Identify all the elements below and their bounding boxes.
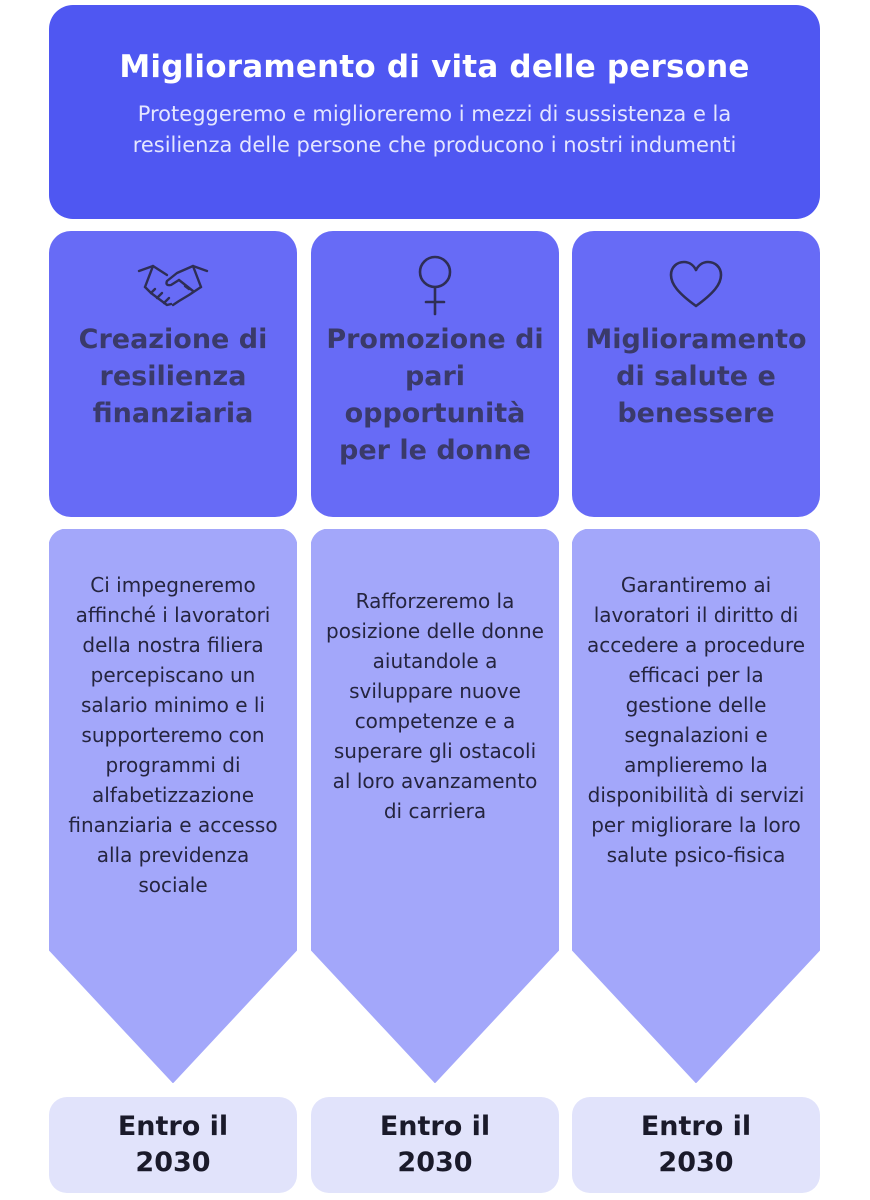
page-title: Miglioramento di vita delle persone [119, 49, 750, 85]
column-title: Creazione di resilienza finanziaria [78, 324, 268, 429]
deadline-box [572, 1097, 820, 1193]
column-head-financial-resilience [49, 231, 297, 517]
female-symbol-icon [415, 253, 455, 317]
column-description-arrow [49, 529, 297, 1085]
page-subtitle: Proteggeremo e miglioreremo i mezzi di sussistenza e la resilienza delle persone che producono i nostri indumenti [132, 102, 737, 157]
header-banner [49, 5, 820, 219]
handshake-icon [137, 253, 209, 317]
deadline-box [49, 1097, 297, 1193]
column-description: Garantiremo ai lavoratori il diritto di accedere a procedure efficaci per la gestione delle segnalazioni e amplieremo la disponibilità di servizi per migliorare la loro salute psico-fisica [586, 573, 806, 867]
column-description: Rafforzeremo la posizione delle donne aiutandole a sviluppare nuove competenze e a superare gli ostacoli al loro avanzamento di carriera [326, 589, 544, 823]
column-description-arrow [572, 529, 820, 1085]
column-title: Promozione di pari opportunità per le donne [326, 324, 544, 466]
column-title: Miglioramento di salute e benessere [585, 324, 807, 429]
column-description: Ci impegneremo affinché i lavoratori della nostra filiera percepiscano un salario minimo e li supporteremo con programmi di alfabetizzazione finanziaria e accesso alla previdenza sociale [68, 573, 278, 897]
column-head-equal-opportunities [311, 231, 559, 517]
deadline-label: Entro il 2030 [117, 1111, 229, 1178]
column-description-arrow [311, 529, 559, 1085]
column-head-health-wellbeing [572, 231, 820, 517]
heart-icon [668, 253, 724, 317]
deadline-box [311, 1097, 559, 1193]
deadline-label: Entro il 2030 [640, 1111, 752, 1178]
deadline-label: Entro il 2030 [379, 1111, 491, 1178]
